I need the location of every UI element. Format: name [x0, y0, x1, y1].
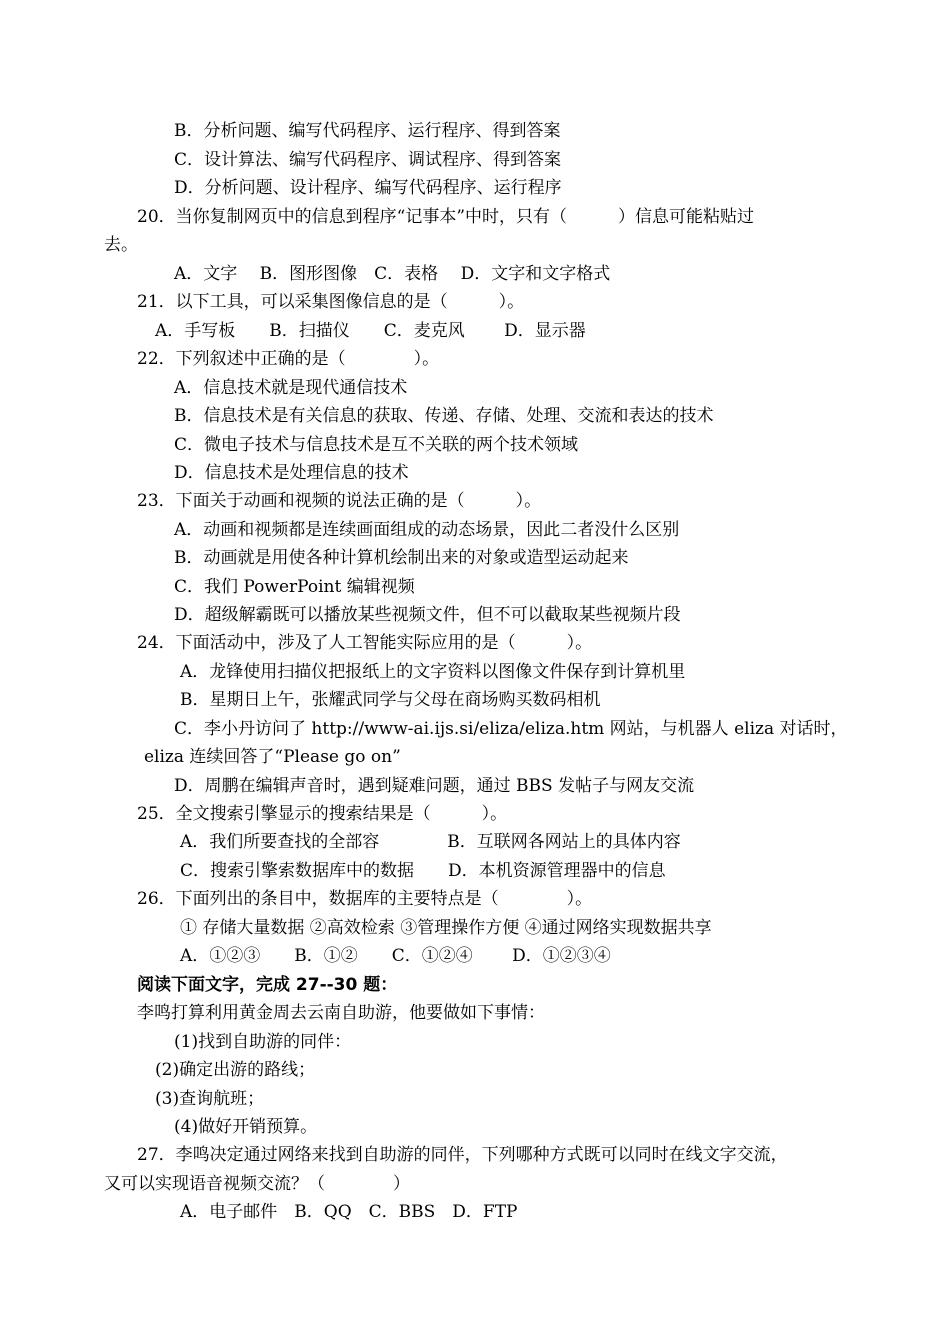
option-line: A．信息技术就是现代通信技术	[174, 378, 408, 398]
reading-passage-line: 李鸣打算利用黄金周去云南自助游，他要做如下事情：	[137, 1003, 545, 1023]
option-line: A．我们所要查找的全部容 B．互联网各网站上的具体内容	[180, 832, 681, 852]
option-line: D．分析问题、设计程序、编写代码程序、运行程序	[174, 178, 562, 198]
question-25: 25．全文搜索引擎显示的搜索结果是（ ）。	[137, 804, 508, 824]
option-line: A．文字 B．图形图像 C．表格 D．文字和文字格式	[174, 264, 611, 284]
item-list-line: ① 存储大量数据 ②高效检索 ③管理操作方便 ④通过网络实现数据共享	[180, 918, 712, 938]
question-line-continued: 去。	[104, 235, 138, 255]
option-line: A．①②③ B．①② C．①②④ D．①②③④	[180, 946, 611, 966]
option-line: A．动画和视频都是连续画面组成的动态场景，因此二者没什么区别	[174, 520, 680, 540]
question-23: 23．下面关于动画和视频的说法正确的是（ ）。	[137, 491, 542, 511]
option-line: A．龙锋使用扫描仪把报纸上的文字资料以图像文件保存到计算机里	[180, 662, 686, 682]
option-line: C．微电子技术与信息技术是互不关联的两个技术领域	[174, 435, 579, 455]
option-line: B．信息技术是有关信息的获取、传递、存储、处理、交流和表达的技术	[174, 406, 714, 426]
option-line: C．我们 PowerPoint 编辑视频	[174, 577, 415, 597]
option-line-continued: eliza 连续回答了“Please go on”	[144, 747, 401, 767]
question-27: 27．李鸣决定通过网络来找到自助游的同伴，下列哪种方式既可以同时在线文字交流，	[137, 1145, 788, 1165]
option-line: B．分析问题、编写代码程序、运行程序、得到答案	[174, 121, 561, 141]
option-line: B．星期日上午，张耀武同学与父母在商场购买数码相机	[180, 690, 601, 710]
option-line: C．设计算法、编写代码程序、调试程序、得到答案	[174, 150, 562, 170]
question-24: 24．下面活动中，涉及了人工智能实际应用的是（ ）。	[137, 633, 593, 653]
question-21: 21．以下工具，可以采集图像信息的是（ ）。	[137, 292, 525, 312]
passage-item: (4)做好开销预算。	[174, 1117, 318, 1137]
question-20: 20．当你复制网页中的信息到程序“记事本”中时，只有（ ）信息可能粘贴过	[137, 207, 755, 227]
option-line: A．电子邮件 B．QQ C．BBS D．FTP	[180, 1202, 518, 1222]
question-22: 22．下列叙述中正确的是（ ）。	[137, 349, 440, 369]
passage-item: (2)确定出游的路线；	[155, 1060, 316, 1080]
option-line: C．李小丹访问了 http://www-ai.ijs.si/eliza/eliza.htm 网站，与机器人 eliza 对话时，	[174, 719, 848, 739]
question-26: 26．下面列出的条目中，数据库的主要特点是（ ）。	[137, 889, 593, 909]
question-line-continued: 又可以实现语音视频交流？（ ）	[104, 1174, 410, 1194]
passage-item: (3)查询航班；	[155, 1089, 265, 1109]
option-line: D．超级解霸既可以播放某些视频文件，但不可以截取某些视频片段	[174, 605, 681, 625]
option-line: B．动画就是用使各种计算机绘制出来的对象或造型运动起来	[174, 548, 629, 568]
option-line: D．信息技术是处理信息的技术	[174, 463, 409, 483]
reading-instruction: 阅读下面文字，完成 27--30 题：	[137, 975, 398, 995]
option-line: C．搜索引擎索数据库中的数据 D．本机资源管理器中的信息	[180, 861, 666, 881]
passage-item: (1)找到自助游的同伴：	[174, 1032, 352, 1052]
option-line: A．手写板 B．扫描仪 C．麦克风 D．显示器	[155, 321, 586, 341]
option-line: D．周鹏在编辑声音时，遇到疑难问题，通过 BBS 发帖子与网友交流	[174, 776, 695, 796]
